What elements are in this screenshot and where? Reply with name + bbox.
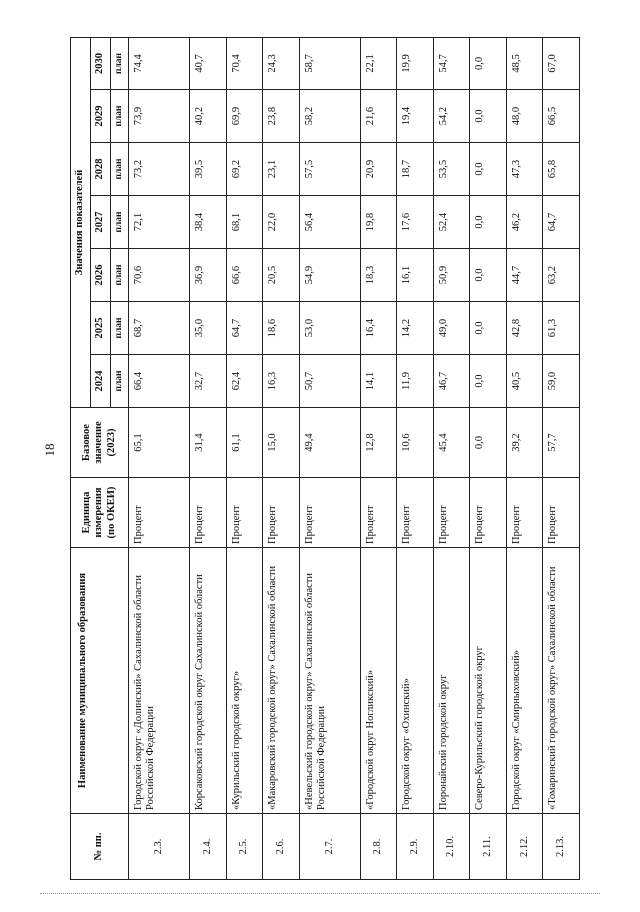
header-year-2024: 2024 [91, 355, 111, 408]
row-number: 2.8. [360, 814, 397, 880]
plan-value: 0,0 [470, 302, 507, 355]
municipality-name: Поронайский городской округ [433, 548, 470, 814]
header-plan-2027: план [111, 196, 129, 249]
plan-value: 65,8 [543, 143, 580, 196]
plan-value: 19,4 [397, 90, 434, 143]
base-value: 57,7 [543, 408, 580, 478]
plan-value: 23,1 [263, 143, 300, 196]
plan-value: 52,4 [433, 196, 470, 249]
plan-value: 22,1 [360, 37, 397, 89]
plan-value: 50,9 [433, 249, 470, 302]
table-row [263, 37, 300, 879]
table-row [189, 37, 226, 879]
municipality-name: «Макаровский городской округ» Сахалинской области [263, 548, 300, 814]
plan-value: 69,9 [226, 90, 263, 143]
base-value: 12,8 [360, 408, 397, 478]
unit-cell: Процент [263, 478, 300, 548]
plan-value: 0,0 [470, 90, 507, 143]
plan-value: 54,2 [433, 90, 470, 143]
row-number: 2.5. [226, 814, 263, 880]
plan-value: 24,3 [263, 37, 300, 89]
plan-value: 69,2 [226, 143, 263, 196]
plan-value: 17,6 [397, 196, 434, 249]
plan-value: 39,5 [189, 143, 226, 196]
header-year-2028: 2028 [91, 143, 111, 196]
unit-cell: Процент [129, 478, 190, 548]
plan-value: 66,5 [543, 90, 580, 143]
row-number: 2.10. [433, 814, 470, 880]
header-plan-2025: план [111, 302, 129, 355]
header-num: № пп. [71, 814, 129, 880]
municipality-name: «Городской округ Ногликский» [360, 548, 397, 814]
unit-cell: Процент [226, 478, 263, 548]
plan-value: 0,0 [470, 143, 507, 196]
plan-value: 73,2 [129, 143, 190, 196]
table-row [360, 37, 397, 879]
plan-value: 32,7 [189, 355, 226, 408]
row-number: 2.9. [397, 814, 434, 880]
unit-cell: Процент [397, 478, 434, 548]
plan-value: 16,4 [360, 302, 397, 355]
plan-value: 0,0 [470, 249, 507, 302]
header-values-group: Значения показателей [71, 37, 91, 407]
base-value: 65,1 [129, 408, 190, 478]
municipality-name: Городской округ «Охинский» [397, 548, 434, 814]
plan-value: 46,2 [506, 196, 543, 249]
plan-value: 56,4 [299, 196, 360, 249]
plan-value: 53,0 [299, 302, 360, 355]
unit-cell: Процент [543, 478, 580, 548]
unit-cell: Процент [189, 478, 226, 548]
table-row [543, 37, 580, 879]
plan-value: 18,7 [397, 143, 434, 196]
plan-value: 72,1 [129, 196, 190, 249]
plan-value: 44,7 [506, 249, 543, 302]
plan-value: 57,5 [299, 143, 360, 196]
header-year-2027: 2027 [91, 196, 111, 249]
base-value: 49,4 [299, 408, 360, 478]
header-plan-2024: план [111, 355, 129, 408]
plan-value: 58,2 [299, 90, 360, 143]
unit-cell: Процент [470, 478, 507, 548]
plan-value: 0,0 [470, 355, 507, 408]
plan-value: 47,3 [506, 143, 543, 196]
row-number: 2.13. [543, 814, 580, 880]
plan-value: 0,0 [470, 37, 507, 89]
plan-value: 70,6 [129, 249, 190, 302]
plan-value: 11,9 [397, 355, 434, 408]
plan-value: 20,9 [360, 143, 397, 196]
plan-value: 70,4 [226, 37, 263, 89]
header-year-2026: 2026 [91, 249, 111, 302]
header-year-2029: 2029 [91, 90, 111, 143]
table-row [470, 37, 507, 879]
plan-value: 54,7 [433, 37, 470, 89]
municipality-name: «Невельский городской округ» Сахалинской области Российской Федерации [299, 548, 360, 814]
base-value: 10,6 [397, 408, 434, 478]
plan-value: 0,0 [470, 196, 507, 249]
plan-value: 23,8 [263, 90, 300, 143]
row-number: 2.7. [299, 814, 360, 880]
plan-value: 68,7 [129, 302, 190, 355]
header-base: Базовое значение (2023) [71, 408, 129, 478]
plan-value: 53,5 [433, 143, 470, 196]
plan-value: 16,3 [263, 355, 300, 408]
row-number: 2.12. [506, 814, 543, 880]
municipality-name: Городской округ «Долинский» Сахалинской области Российской Федерации [129, 548, 190, 814]
plan-value: 40,5 [506, 355, 543, 408]
plan-value: 38,4 [189, 196, 226, 249]
plan-value: 49,0 [433, 302, 470, 355]
header-plan-2026: план [111, 249, 129, 302]
base-value: 45,4 [433, 408, 470, 478]
base-value: 0,0 [470, 408, 507, 478]
header-name: Наименование муниципального образования [71, 548, 129, 814]
municipality-name: «Томаринский городской округ» Сахалинской области [543, 548, 580, 814]
base-value: 61,1 [226, 408, 263, 478]
plan-value: 54,9 [299, 249, 360, 302]
unit-cell: Процент [299, 478, 360, 548]
plan-value: 59,0 [543, 355, 580, 408]
plan-value: 22,0 [263, 196, 300, 249]
plan-value: 62,4 [226, 355, 263, 408]
header-unit: Единица измерения (по ОКЕИ) [71, 478, 129, 548]
plan-value: 40,2 [189, 90, 226, 143]
plan-value: 66,6 [226, 249, 263, 302]
header-plan-2029: план [111, 90, 129, 143]
row-number: 2.6. [263, 814, 300, 880]
plan-value: 40,7 [189, 37, 226, 89]
base-value: 15,0 [263, 408, 300, 478]
page-bottom-dotted-line [40, 893, 600, 894]
unit-cell: Процент [360, 478, 397, 548]
plan-value: 73,9 [129, 90, 190, 143]
plan-value: 74,4 [129, 37, 190, 89]
plan-value: 66,4 [129, 355, 190, 408]
plan-value: 14,2 [397, 302, 434, 355]
base-value: 31,4 [189, 408, 226, 478]
table-row [506, 37, 543, 879]
base-value: 39,2 [506, 408, 543, 478]
municipality-name: Северо-Курильский городской округ [470, 548, 507, 814]
plan-value: 46,7 [433, 355, 470, 408]
plan-value: 58,7 [299, 37, 360, 89]
plan-value: 48,5 [506, 37, 543, 89]
plan-value: 42,8 [506, 302, 543, 355]
table-row [397, 37, 434, 879]
header-plan-2028: план [111, 143, 129, 196]
plan-value: 16,1 [397, 249, 434, 302]
header-year-2025: 2025 [91, 302, 111, 355]
header-plan-2030: план [111, 37, 129, 89]
table-row [299, 37, 360, 879]
plan-value: 21,6 [360, 90, 397, 143]
header-year-2030: 2030 [91, 37, 111, 89]
plan-value: 67,0 [543, 37, 580, 89]
plan-value: 19,9 [397, 37, 434, 89]
unit-cell: Процент [433, 478, 470, 548]
plan-value: 35,0 [189, 302, 226, 355]
municipality-name: Городской округ «Смирныховский» [506, 548, 543, 814]
row-number: 2.11. [470, 814, 507, 880]
plan-value: 50,7 [299, 355, 360, 408]
plan-value: 63,2 [543, 249, 580, 302]
table-row [226, 37, 263, 879]
plan-value: 68,1 [226, 196, 263, 249]
municipality-name: Корсаковский городской округ Сахалинской области [189, 548, 226, 814]
plan-value: 61,3 [543, 302, 580, 355]
plan-value: 18,6 [263, 302, 300, 355]
plan-value: 36,9 [189, 249, 226, 302]
municipality-name: «Курильский городской округ» [226, 548, 263, 814]
plan-value: 64,7 [543, 196, 580, 249]
page-number: 18 [42, 443, 57, 457]
unit-cell: Процент [506, 478, 543, 548]
rotated-page-content [70, 38, 580, 880]
table-row [433, 37, 470, 879]
plan-value: 19,8 [360, 196, 397, 249]
row-number: 2.4. [189, 814, 226, 880]
plan-value: 18,3 [360, 249, 397, 302]
table-row [129, 37, 190, 879]
indicators-table [70, 37, 580, 880]
row-number: 2.3. [129, 814, 190, 880]
plan-value: 14,1 [360, 355, 397, 408]
plan-value: 64,7 [226, 302, 263, 355]
plan-value: 48,0 [506, 90, 543, 143]
plan-value: 20,5 [263, 249, 300, 302]
